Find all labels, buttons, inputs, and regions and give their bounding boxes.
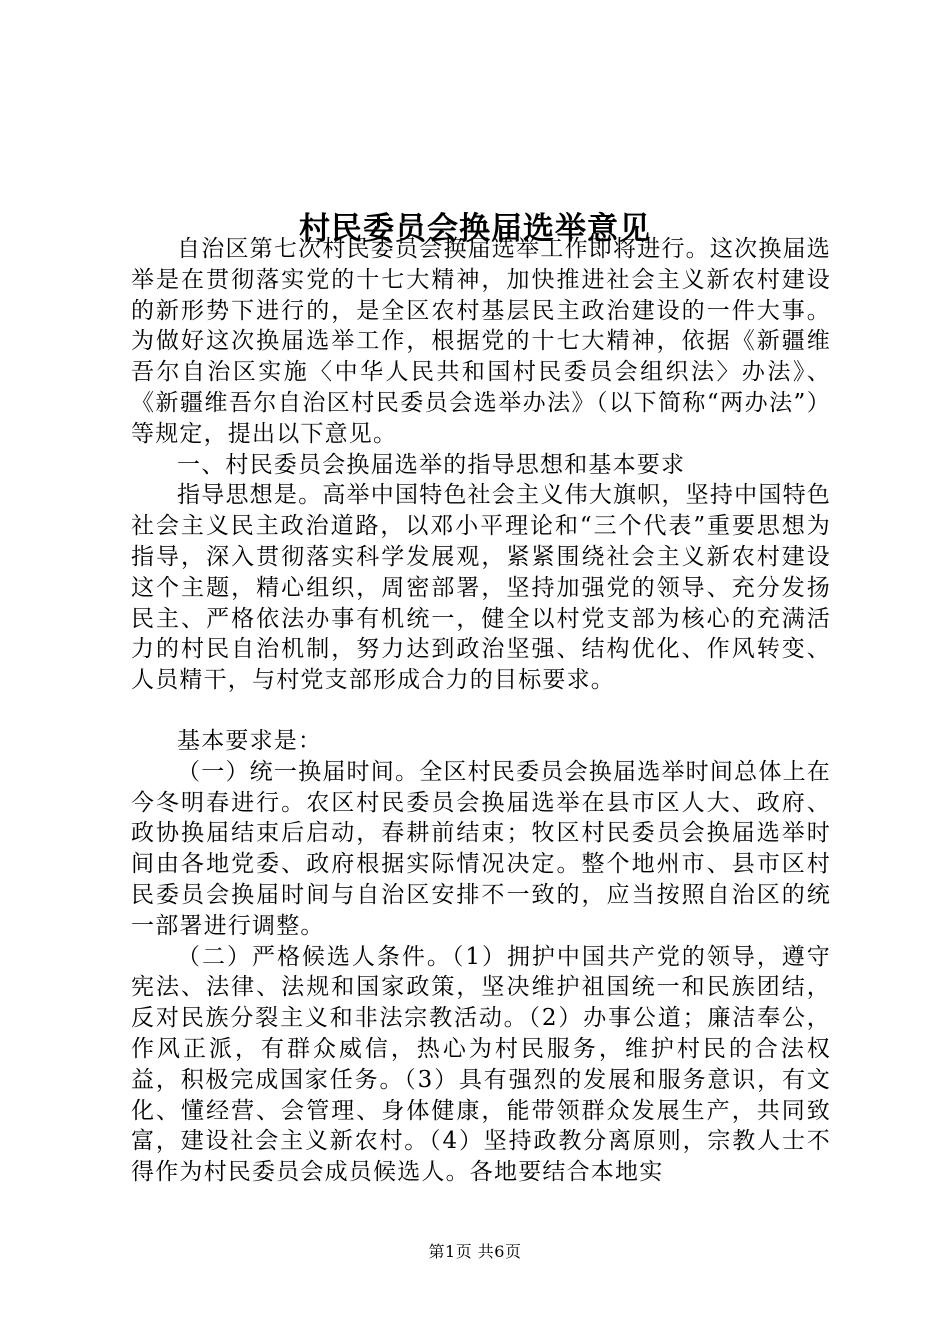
requirement-1-paragraph: （一）统一换届时间。全区村民委员会换届选举时间总体上在今冬明春进行。农区村民委员会换届选举在县市区人大、政府、政协换届结束后启动，春耕前结束；牧区村民委员会换届选举时间由各地党委、政府根据实际情况决定。整个地州市、县市区村民委员会换届时间与自治区安排不一致的，应当按照自治区的统一部署进行调整。 xyxy=(131,758,831,939)
document-body xyxy=(131,234,831,1188)
basic-requirements-heading: 基本要求是： xyxy=(177,727,323,754)
section-heading: 一、村民委员会换届选举的指导思想和基本要求 xyxy=(177,451,686,478)
guiding-ideology-paragraph: 指导思想是。高举中国特色社会主义伟大旗帜，坚持中国特色社会主义民主政治道路，以邓小平理论和“三个代表”重要思想为指导，深入贯彻落实科学发展观，紧紧围绕社会主义新农村建设这个主题，精心组织，周密部署，坚持加强党的领导、充分发扬民主、严格依法办事有机统一，健全以村党支部为核心的充满活力的村民自治机制，努力达到政治坚强、结构优化、作风转变、人员精干，与村党支部形成合力的目标要求。 xyxy=(131,482,831,694)
requirement-2-paragraph: （二）严格候选人条件。（1）拥护中国共产党的领导，遵守宪法、法律、法规和国家政策，坚决维护祖国统一和民族团结，反对民族分裂主义和非法宗教活动。（2）办事公道；廉洁奉公，作风正派，有群众威信，热心为村民服务，维护村民的合法权益，积极完成国家任务。（3）具有强烈的发展和服务意识，有文化、懂经营、会管理、身体健康，能带领群众发展生产，共同致富，建设社会主义新农村。（4）坚持政教分离原则，宗教人士不得作为村民委员会成员候选人。各地要结合本地实 xyxy=(131,943,831,1186)
intro-paragraph: 自治区第七次村民委员会换届选举工作即将进行。这次换届选举是在贯彻落实党的十七大精神，加快推进社会主义新农村建设的新形势下进行的，是全区农村基层民主政治建设的一件大事。为做好这次换届选举工作，根据党的十七大精神，依据《新疆维吾尔自治区实施〈中华人民共和国村民委员会组织法〉办法》、《新疆维吾尔自治区村民委员会选举办法》（以下简称“两办法”）等规定，提出以下意见。 xyxy=(131,236,831,447)
document-title: 村民委员会换届选举意见 xyxy=(299,210,651,247)
page-footer: 第1页 共6页 xyxy=(428,1242,522,1261)
